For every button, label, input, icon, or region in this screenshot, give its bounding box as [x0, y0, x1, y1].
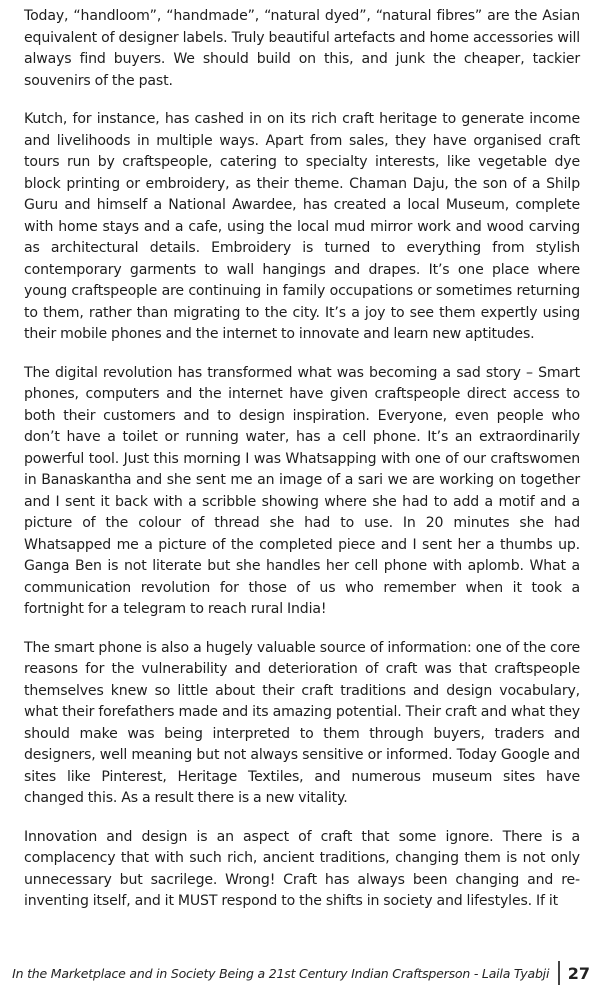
body-paragraph: The digital revolution has transformed what was becoming a sad story – Smart phones, computers and the internet have given craftspeople direct access to both their customers and to design inspiration. Everyone, even people who don’t have a toilet or running water, has a cell phone. It’s an extraordinarily powerful tool. Just this morning I was Whatsapping with one of our craftswomen in Banaskantha and she sent me an image of a sari we are working on together and I sent it back with a scribble showing where she had to add a motif and a picture of the colour of thread she had to use. In 20 minutes she had Whatsapped me a picture of the completed piece and I sent her a thumbs up. Ganga Ben is not literate but she handles her cell phone with aplomb. What a communication revolution for those of us who remember when it took a fortnight for a telegram to reach rural India! [24, 364, 580, 617]
body-paragraph: Kutch, for instance, has cashed in on its rich craft heritage to generate income and livelihoods in multiple ways. Apart from sales, they have organised craft tours run by craftspeople, catering to specialty interests, like vegetable dye block printing or embroidery, as their theme. Chaman Daju, the son of a Shilp Guru and himself a National Awardee, has created a local Museum, complete with home stays and a cafe, using the local mud mirror work and wood carving as architectural details. Embroidery is turned to everything from stylish contemporary garments to wall hangings and drapes. It’s one place where young craftspeople are continuing in family occupations or sometimes returning to them, rather than migrating to the city. It’s a joy to see them expertly using their mobile phones and the internet to innovate and learn new aptitudes. [24, 111, 580, 342]
page-footer [0, 960, 590, 986]
footer-divider [558, 961, 560, 985]
body-paragraph: Innovation and design is an aspect of craft that some ignore. There is a complacency that with such rich, ancient traditions, changing them is not only unnecessary but sacrilege. Wrong! Craft has always been changing and re-inventing itself, and it MUST respond to the shifts in society and lifestyles. If it [24, 828, 580, 909]
running-footer-caption: In the Marketplace and in Society Being a 21st Century Indian Craftsperson - Laila Tyabji [12, 965, 550, 981]
page-body [24, 6, 580, 930]
page-number: 27 [567, 963, 590, 983]
body-paragraph: Today, “handloom”, “handmade”, “natural dyed”, “natural fibres” are the Asian equivalent of designer labels. Truly beautiful artefacts and home accessories will always find buyers. We should build on this, and junk the cheaper, tackier souvenirs of the past. [24, 8, 580, 89]
body-paragraph: The smart phone is also a hugely valuable source of information: one of the core reasons for the vulnerability and deterioration of craft was that craftspeople themselves knew so little about their craft traditions and design vocabulary, what their forefathers made and its amazing potential. Their craft and what they should make was being interpreted to them through buyers, traders and designers, well meaning but not always sensitive or informed. Today Google and sites like Pinterest, Heritage Textiles, and numerous museum sites have changed this. As a result there is a new vitality. [24, 639, 580, 806]
